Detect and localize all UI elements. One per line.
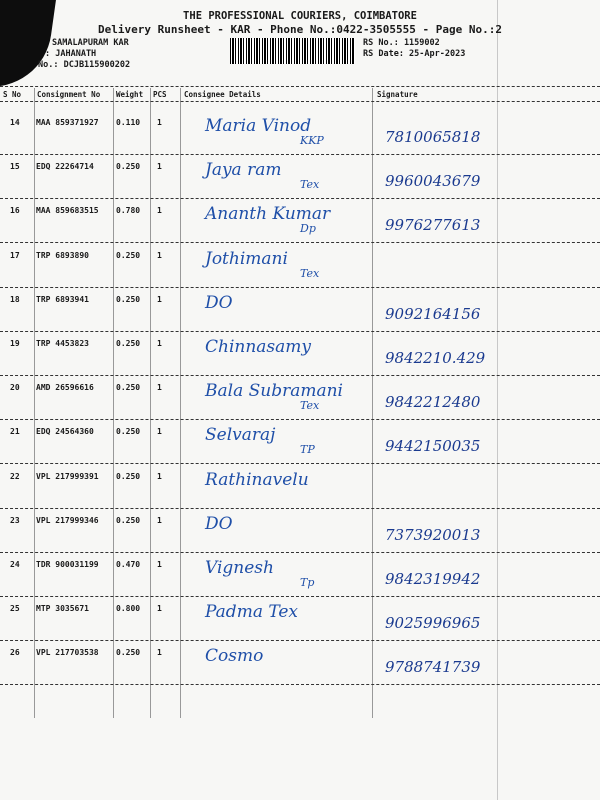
row-consignee: Padma Tex	[205, 602, 299, 622]
row-consignee: Jothimani	[205, 249, 288, 269]
row-sno: 25	[10, 604, 20, 613]
row-sno: 17	[10, 251, 20, 260]
row-signature: 9842319942	[385, 570, 481, 588]
row-signature: 9976277613	[385, 216, 481, 234]
row-consignment-no: EDQ 22264714	[36, 162, 94, 171]
row-consignee: DO	[205, 514, 233, 534]
rs-date: RS Date: 25-Apr-2023	[363, 49, 466, 59]
row-sno: 24	[10, 560, 20, 569]
row-weight: 0.250	[116, 295, 141, 304]
row-weight: 0.250	[116, 472, 141, 481]
row-divider	[0, 419, 600, 420]
row-divider	[0, 287, 600, 288]
row-divider	[0, 242, 600, 243]
row-consignee: Vignesh	[205, 558, 274, 578]
col-header-signature: Signature	[377, 90, 418, 99]
fold-line	[497, 0, 498, 800]
col-divider	[180, 88, 181, 718]
row-weight: 0.250	[116, 162, 141, 171]
row-consignee: DO	[205, 293, 233, 313]
row-weight: 0.470	[116, 560, 141, 569]
row-pcs: 1	[157, 472, 162, 481]
barcode	[230, 38, 355, 64]
row-divider	[0, 552, 600, 553]
row-divider	[0, 331, 600, 332]
row-pcs: 1	[157, 295, 162, 304]
col-divider	[150, 88, 151, 718]
row-consignee-note: Dp	[300, 222, 316, 235]
col-divider	[372, 88, 373, 718]
row-consignee: Selvaraj	[205, 425, 276, 445]
runsheet-subtitle: Delivery Runsheet - KAR - Phone No.:0422-3505555 - Page No.:2	[98, 23, 502, 36]
row-signature: 9960043679	[385, 172, 481, 190]
row-weight: 0.250	[116, 339, 141, 348]
row-consignee: Bala Subramani	[205, 381, 343, 401]
row-pcs: 1	[157, 604, 162, 613]
row-consignment-no: TRP 6893941	[36, 295, 89, 304]
row-consignment-no: TRP 6893890	[36, 251, 89, 260]
row-pcs: 1	[157, 206, 162, 215]
row-consignment-no: EDQ 24564360	[36, 427, 94, 436]
row-sno: 14	[10, 118, 20, 127]
col-header-pcs: PCS	[153, 90, 167, 99]
row-pcs: 1	[157, 118, 162, 127]
row-pcs: 1	[157, 516, 162, 525]
row-consignment-no: AMD 26596616	[36, 383, 94, 392]
row-weight: 0.780	[116, 206, 141, 215]
row-pcs: 1	[157, 560, 162, 569]
row-signature: 9788741739	[385, 658, 481, 676]
row-consignment-no: VPL 217703538	[36, 648, 99, 657]
row-divider	[0, 463, 600, 464]
row-pcs: 1	[157, 162, 162, 171]
row-sno: 16	[10, 206, 20, 215]
row-consignee-note: KKP	[300, 134, 324, 147]
row-divider	[0, 198, 600, 199]
company-title: THE PROFESSIONAL COURIERS, COIMBATORE	[183, 10, 417, 22]
row-sno: 20	[10, 383, 20, 392]
row-divider	[0, 640, 600, 641]
row-pcs: 1	[157, 339, 162, 348]
row-weight: 0.250	[116, 516, 141, 525]
row-sno: 21	[10, 427, 20, 436]
row-divider	[0, 508, 600, 509]
row-consignee-note: Tex	[300, 178, 320, 191]
row-consignee: Chinnasamy	[205, 337, 312, 357]
row-weight: 0.800	[116, 604, 141, 613]
row-weight: 0.250	[116, 427, 141, 436]
row-consignee-note: Tp	[300, 576, 315, 589]
row-consignment-no: MTP 3035671	[36, 604, 89, 613]
col-header-consignment: Consignment No	[37, 90, 101, 99]
row-consignment-no: TDR 900031199	[36, 560, 99, 569]
row-pcs: 1	[157, 427, 162, 436]
row-weight: 0.250	[116, 251, 141, 260]
row-pcs: 1	[157, 251, 162, 260]
row-consignment-no: MAA 859371927	[36, 118, 99, 127]
row-consignment-no: VPL 217999391	[36, 472, 99, 481]
row-sno: 26	[10, 648, 20, 657]
row-pcs: 1	[157, 383, 162, 392]
row-sno: 18	[10, 295, 20, 304]
row-sno: 19	[10, 339, 20, 348]
row-pcs: 1	[157, 648, 162, 657]
row-signature: 9842210.429	[385, 349, 486, 367]
row-sno: 15	[10, 162, 20, 171]
row-sno: 23	[10, 516, 20, 525]
col-header-consignee: Consignee Details	[184, 90, 261, 99]
row-consignee: Jaya ram	[205, 160, 282, 180]
row-divider	[0, 684, 600, 685]
header-rule	[0, 86, 600, 87]
row-consignee: Rathinavelu	[205, 470, 309, 490]
row-consignee: Maria Vinod	[205, 116, 312, 136]
row-weight: 0.250	[116, 648, 141, 657]
col-divider	[34, 88, 35, 718]
area-label: SAMALAPURAM KAR	[52, 38, 129, 48]
header-rule	[0, 101, 600, 102]
row-signature: 7373920013	[385, 526, 481, 544]
row-divider	[0, 596, 600, 597]
row-sno: 22	[10, 472, 20, 481]
row-weight: 0.110	[116, 118, 141, 127]
doc-number: No.: DCJB115900202	[38, 60, 131, 70]
row-signature: 9025996965	[385, 614, 481, 632]
row-divider	[0, 154, 600, 155]
row-signature: 9842212480	[385, 393, 481, 411]
row-consignee-note: Tex	[300, 267, 320, 280]
row-consignee-note: Tex	[300, 399, 320, 412]
row-signature: 9092164156	[385, 305, 481, 323]
name-label: : JAHANATH	[45, 49, 97, 59]
rs-number: RS No.: 1159002	[363, 38, 440, 48]
row-consignee: Cosmo	[205, 646, 264, 666]
row-consignment-no: MAA 859683515	[36, 206, 99, 215]
row-consignment-no: TRP 4453823	[36, 339, 89, 348]
row-signature: 7810065818	[385, 128, 481, 146]
row-consignment-no: VPL 217999346	[36, 516, 99, 525]
row-consignee-note: TP	[300, 443, 315, 456]
row-divider	[0, 375, 600, 376]
col-header-sno: S No	[3, 90, 22, 99]
col-divider	[113, 88, 114, 718]
row-signature: 9442150035	[385, 437, 481, 455]
row-consignee: Ananth Kumar	[205, 204, 331, 224]
col-header-weight: Weight	[116, 90, 144, 99]
row-weight: 0.250	[116, 383, 141, 392]
